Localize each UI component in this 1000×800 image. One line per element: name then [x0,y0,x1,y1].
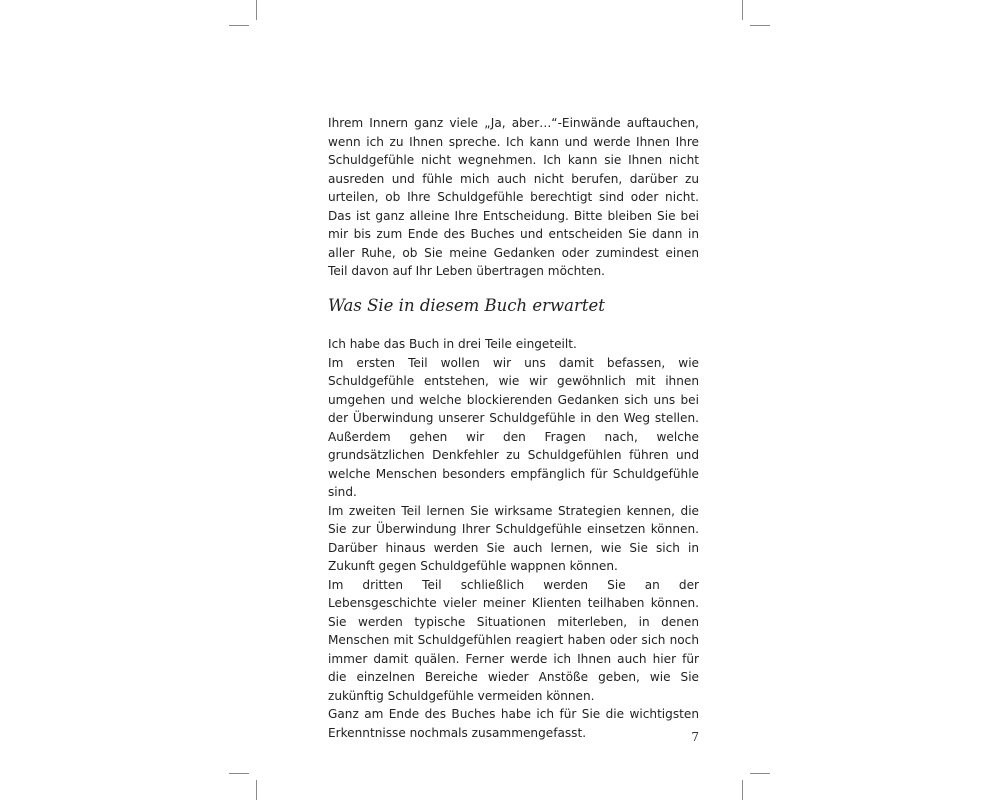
crop-mark [750,25,770,26]
crop-mark [742,780,743,800]
crop-mark [229,25,249,26]
crop-mark [742,0,743,20]
crop-mark [256,0,257,20]
paragraph: Ich habe das Buch in drei Teile eingeteilt. [328,337,577,351]
intro-paragraph: Ihrem Innern ganz viele „Ja, aber…“-Einwände auftauchen, wenn ich zu Ihnen spreche. Ich kann und werde Ihnen Ihre Schuldgefühle nicht wegnehmen. Ich kann sie Ihnen nicht ausreden und fühle mich auch nicht berufen, darüber zu urteilen, ob Ihre Schuldgefühle berechtigt sind oder nicht. Das ist ganz alleine Ihre Entscheidung. Bitte bleiben Sie bei mir bis zum Ende des Buches und entscheiden Sie dann in aller Ruhe, ob Sie meine Gedanken oder zumindest einen Teil davon auf Ihr Leben übertragen möchten. [328,116,699,278]
paragraph: Im zweiten Teil lernen Sie wirksame Strategien kennen, die Sie zur Überwindung Ihrer Schuldgefühle einsetzen können. Darüber hinaus werden Sie auch lernen, wie Sie sich in Zukunft gegen Schuldgefühle wappnen können. [328,503,699,573]
paragraph: Ganz am Ende des Buches habe ich für Sie die wichtigsten Erkenntnisse nochmals zusammengefasst. [328,707,699,740]
crop-mark [256,780,257,800]
crop-mark [750,773,770,774]
crop-mark [229,773,249,774]
paragraph: Im dritten Teil schließlich werden Sie an der Lebensgeschichte vieler meiner Klienten teilhaben können. Sie werden typische Situationen miterleben, in denen Menschen mit Schuldgefühlen reagiert haben oder sich noch immer damit quälen. Ferner werde ich Ihnen auch hier für die einzelnen Bereiche wieder Anstöße geben, wie Sie zukünftig Schuldgefühle vermeiden können. [328,577,699,703]
section-heading: Was Sie in diesem Buch erwartet [328,296,605,315]
page-number: 7 [691,730,699,744]
intro-paragraph-block [328,114,699,281]
section-body [328,335,699,742]
paragraph: Im ersten Teil wollen wir uns damit befassen, wie Schuldgefühle entstehen, wie wir gewöhnlich mit ihnen umgehen und welche blockierenden Gedanken sich uns bei der Überwindung unserer Schuldgefühle in den Weg stellen. Außerdem gehen wir den Fragen nach, welche grundsätzlichen Denkfehler zu Schuldgefühlen führen und welche Menschen besonders empfänglich für Schuldgefühle sind. [328,355,699,499]
